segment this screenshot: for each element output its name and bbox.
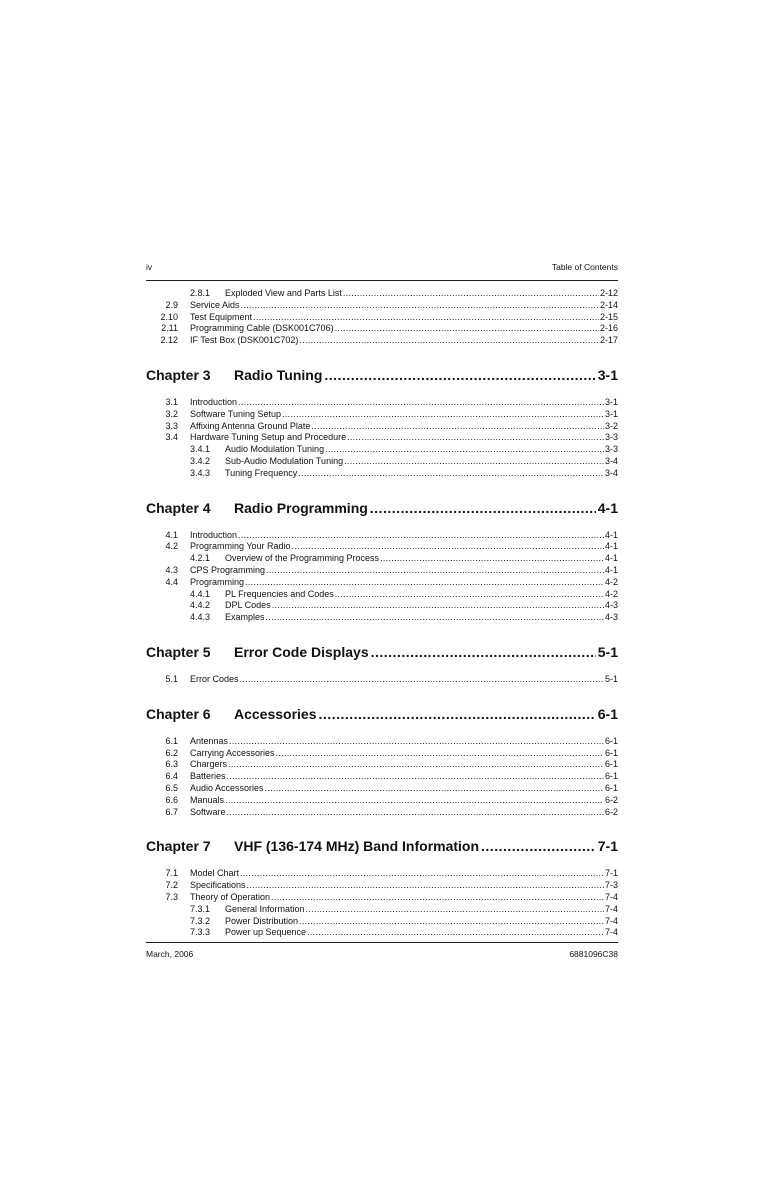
- toc-entry-page: 6-1: [604, 759, 618, 770]
- toc-entry-page: 4-1: [604, 541, 618, 552]
- toc-entry-title: Theory of Operation: [190, 891, 271, 902]
- dot-leader: [299, 916, 604, 928]
- toc-entry-number: 6.4: [165, 771, 178, 782]
- footer-rule: [146, 942, 618, 943]
- toc-entry-page: 3-1: [604, 408, 618, 419]
- toc-entry-page: 3-3: [604, 444, 618, 455]
- toc-entry-title: Specifications: [190, 880, 246, 891]
- dot-leader: [370, 500, 596, 516]
- toc-entry[interactable]: [146, 541, 618, 553]
- toc-entry-title: Service Aids: [190, 299, 240, 310]
- toc-entry[interactable]: [146, 868, 618, 880]
- dot-leader: [229, 736, 604, 748]
- dot-leader: [344, 456, 604, 468]
- toc-entry[interactable]: [146, 748, 618, 760]
- toc-entry-title: Programming Cable (DSK001C706): [190, 323, 334, 334]
- dot-leader: [380, 553, 604, 565]
- toc-entry-page: 7-4: [604, 915, 618, 926]
- dot-leader: [240, 674, 604, 686]
- page-header: [146, 262, 618, 272]
- toc-entry[interactable]: [146, 468, 618, 480]
- dot-leader: [271, 892, 604, 904]
- toc-entry[interactable]: [146, 892, 618, 904]
- toc-entry[interactable]: [146, 335, 618, 347]
- toc-entry-page: 6-1: [604, 735, 618, 746]
- toc-entry-number: 7.3.2: [190, 915, 211, 926]
- toc-entry-page: 6-2: [604, 806, 618, 817]
- toc-entry-number: 3.4.2: [190, 455, 211, 466]
- toc-entry-page: 3-4: [604, 455, 618, 466]
- toc-entry-number: 2.12: [160, 335, 178, 346]
- toc-entry[interactable]: [146, 589, 618, 601]
- dot-leader: [335, 589, 604, 601]
- toc-entry-page: 2-15: [599, 311, 618, 322]
- toc-entry-title: CPS Programming: [190, 564, 266, 575]
- toc-entry-number: 4.1: [165, 529, 178, 540]
- dot-leader: [272, 600, 604, 612]
- toc-entry[interactable]: [146, 432, 618, 444]
- dot-leader: [227, 771, 604, 783]
- toc-entry-page: 2-17: [599, 335, 618, 346]
- toc-entry[interactable]: [146, 553, 618, 565]
- dot-leader: [325, 444, 604, 456]
- toc-entry[interactable]: [146, 880, 618, 892]
- toc-entry-page: 2-16: [599, 323, 618, 334]
- header-rule: [146, 280, 618, 281]
- toc-entry-page: 4-2: [604, 576, 618, 587]
- dot-leader: [306, 904, 604, 916]
- toc-entry[interactable]: [146, 577, 618, 589]
- toc-entry-title: Chargers: [190, 759, 228, 770]
- toc-entry-page: 6-1: [604, 771, 618, 782]
- footer-doc-number: 6881096C38: [569, 949, 618, 959]
- toc-entry-title: Exploded View and Parts List: [225, 288, 342, 298]
- toc-entry[interactable]: [146, 612, 618, 624]
- footer-date: March, 2006: [146, 949, 194, 959]
- toc-entry-title: Affixing Antenna Ground Plate: [190, 420, 311, 431]
- toc-entry[interactable]: [146, 904, 618, 916]
- dot-leader: [253, 312, 599, 324]
- dot-leader: [311, 421, 604, 433]
- dot-leader: [240, 868, 604, 880]
- dot-leader: [245, 577, 604, 589]
- toc-entry[interactable]: [146, 771, 618, 783]
- toc-entry-page: 4-3: [604, 600, 618, 611]
- chapter-label: Chapter 7: [146, 838, 211, 855]
- toc-entry-page: 6-2: [604, 794, 618, 805]
- toc-entry-title: Tuning Frequency: [225, 467, 298, 478]
- dot-leader: [343, 288, 599, 300]
- toc-entry-title: Batteries: [190, 771, 226, 782]
- toc-entry-number: 2.11: [161, 323, 178, 334]
- table-of-contents: [146, 288, 618, 939]
- toc-entry-title: Model Chart: [190, 868, 240, 879]
- chapter-label: Chapter 6: [146, 705, 211, 722]
- chapter-page: 3-1: [597, 366, 618, 383]
- chapter-heading[interactable]: [146, 838, 618, 856]
- dot-leader: [292, 541, 604, 553]
- chapter-title: Accessories: [234, 705, 317, 722]
- toc-entry-page: 3-2: [604, 420, 618, 431]
- toc-entry-page: 6-1: [604, 747, 618, 758]
- toc-entry-number: 6.7: [165, 806, 178, 817]
- toc-entry-page: 6-1: [604, 782, 618, 793]
- toc-entry-number: 7.3.3: [190, 927, 211, 938]
- toc-entry-title: Software Tuning Setup: [190, 408, 282, 419]
- toc-entry-page: 7-4: [604, 891, 618, 902]
- toc-entry-number: 7.3.1: [190, 903, 211, 914]
- toc-entry-title: IF Test Box (DSK001C702): [190, 335, 299, 346]
- dot-leader: [225, 795, 604, 807]
- dot-leader: [276, 748, 604, 760]
- chapter-title: Error Code Displays: [234, 643, 369, 660]
- toc-entry-page: 5-1: [604, 673, 618, 684]
- toc-entry-page: 4-1: [604, 529, 618, 540]
- toc-page: [146, 262, 618, 939]
- toc-entry-title: Power Distribution: [225, 915, 299, 926]
- toc-entry-title: Audio Accessories: [190, 782, 264, 793]
- toc-entry-number: 7.3: [165, 891, 178, 902]
- toc-entry-page: 7-4: [604, 927, 618, 938]
- toc-entry-number: 4.4.3: [190, 612, 211, 623]
- toc-entry-number: 4.4.1: [190, 588, 211, 599]
- toc-entry[interactable]: [146, 421, 618, 433]
- toc-entry-title: Audio Modulation Tuning: [225, 444, 325, 455]
- dot-leader: [266, 612, 604, 624]
- toc-entry-page: 7-1: [604, 868, 618, 879]
- toc-entry-number: 6.3: [165, 759, 178, 770]
- toc-entry-title: DPL Codes: [225, 600, 271, 611]
- toc-entry-number: 4.3: [165, 564, 178, 575]
- toc-entry-number: 3.4: [165, 432, 178, 443]
- toc-entry-title: Manuals: [190, 794, 225, 805]
- toc-entry[interactable]: [146, 759, 618, 771]
- chapter-heading[interactable]: [146, 644, 618, 662]
- chapter-page: 7-1: [597, 838, 618, 855]
- toc-entry-page: 3-1: [604, 396, 618, 407]
- chapter-label: Chapter 5: [146, 643, 211, 660]
- toc-entry[interactable]: [146, 927, 618, 939]
- page-footer: [146, 942, 618, 959]
- chapter-label: Chapter 4: [146, 499, 211, 516]
- dot-leader: [247, 880, 604, 892]
- dot-leader: [227, 807, 604, 819]
- toc-entry-title: Overview of the Programming Process: [225, 553, 380, 564]
- toc-entry[interactable]: [146, 397, 618, 409]
- toc-entry[interactable]: [146, 674, 618, 686]
- toc-entry-title: Carrying Accessories: [190, 747, 275, 758]
- dot-leader: [282, 409, 604, 421]
- toc-entry-number: 4.2.1: [190, 553, 211, 564]
- toc-entry-number: 7.1: [165, 868, 178, 879]
- toc-entry[interactable]: [146, 312, 618, 324]
- dot-leader: [238, 530, 604, 542]
- dot-leader: [347, 432, 604, 444]
- toc-entry[interactable]: [146, 323, 618, 335]
- toc-entry-number: 4.4: [165, 576, 178, 587]
- header-section-title: Table of Contents: [551, 262, 618, 272]
- dot-leader: [371, 644, 596, 660]
- chapter-page: 6-1: [597, 705, 618, 722]
- toc-entry-title: Sub-Audio Modulation Tuning: [225, 455, 344, 466]
- page-number-roman: iv: [146, 262, 153, 272]
- toc-entry-number: 6.5: [165, 782, 178, 793]
- toc-entry-number: 3.4.1: [190, 444, 211, 455]
- toc-entry[interactable]: [146, 795, 618, 807]
- toc-entry-page: 4-2: [604, 588, 618, 599]
- toc-entry[interactable]: [146, 565, 618, 577]
- chapter-label: Chapter 3: [146, 366, 211, 383]
- toc-entry[interactable]: [146, 409, 618, 421]
- toc-entry-title: Introduction: [190, 529, 238, 540]
- toc-entry-number: 3.2: [165, 408, 178, 419]
- toc-entry-number: 7.2: [165, 880, 178, 891]
- toc-entry-title: Examples: [225, 612, 265, 623]
- toc-entry-title: Antennas: [190, 735, 229, 746]
- chapter-heading[interactable]: [146, 706, 618, 724]
- toc-entry-title: Error Codes: [190, 673, 239, 684]
- toc-entry-title: Programming Your Radio: [190, 541, 291, 552]
- chapter-heading[interactable]: [146, 500, 618, 518]
- dot-leader: [299, 335, 599, 347]
- toc-entry-number: 6.6: [165, 794, 178, 805]
- toc-entry[interactable]: [146, 783, 618, 795]
- toc-entry[interactable]: [146, 456, 618, 468]
- toc-entry-number: 6.2: [165, 747, 178, 758]
- toc-entry-title: Hardware Tuning Setup and Procedure: [190, 432, 347, 443]
- toc-entry-number: 2.8.1: [190, 288, 211, 298]
- toc-entry-number: 4.2: [165, 541, 178, 552]
- dot-leader: [241, 300, 599, 312]
- toc-entry-number: 4.4.2: [190, 600, 211, 611]
- toc-entry-number: 2.9: [165, 299, 178, 310]
- toc-entry-title: PL Frequencies and Codes: [225, 588, 334, 599]
- toc-entry-page: 3-4: [604, 467, 618, 478]
- toc-entry-page: 2-14: [599, 299, 618, 310]
- chapter-title: VHF (136-174 MHz) Band Information: [234, 838, 480, 855]
- dot-leader: [319, 706, 596, 722]
- chapter-title: Radio Tuning: [234, 366, 323, 383]
- dot-leader: [335, 323, 599, 335]
- toc-entry-page: 7-4: [604, 903, 618, 914]
- chapter-heading[interactable]: [146, 367, 618, 385]
- dot-leader: [238, 397, 604, 409]
- toc-entry-page: 4-3: [604, 612, 618, 623]
- toc-entry-title: Power up Sequence: [225, 927, 307, 938]
- toc-entry-number: 3.1: [165, 396, 178, 407]
- toc-entry-number: 3.3: [165, 420, 178, 431]
- toc-entry-title: Programming: [190, 576, 245, 587]
- toc-entry[interactable]: [146, 530, 618, 542]
- dot-leader: [298, 468, 604, 480]
- dot-leader: [228, 759, 604, 771]
- toc-entry[interactable]: [146, 807, 618, 819]
- dot-leader: [481, 838, 596, 854]
- toc-entry-number: 5.1: [165, 673, 178, 684]
- toc-entry[interactable]: [146, 444, 618, 456]
- toc-entry-number: 2.10: [160, 311, 178, 322]
- toc-entry-number: 6.1: [165, 735, 178, 746]
- toc-entry-title: Software: [190, 806, 226, 817]
- toc-entry-title: General Information: [225, 903, 305, 914]
- dot-leader: [265, 783, 604, 795]
- chapter-title: Radio Programming: [234, 499, 368, 516]
- dot-leader: [307, 927, 604, 939]
- chapter-page: 4-1: [597, 499, 618, 516]
- toc-entry-page: 4-1: [604, 553, 618, 564]
- toc-entry-page: 7-3: [604, 880, 618, 891]
- toc-entry-title: Test Equipment: [190, 311, 253, 322]
- dot-leader: [266, 565, 604, 577]
- toc-entry-page: 2-12: [599, 288, 618, 298]
- toc-entry[interactable]: [146, 600, 618, 612]
- chapter-page: 5-1: [597, 643, 618, 660]
- dot-leader: [324, 367, 595, 383]
- toc-entry-page: 3-3: [604, 432, 618, 443]
- toc-entry-number: 3.4.3: [190, 467, 211, 478]
- toc-entry[interactable]: [146, 916, 618, 928]
- toc-entry[interactable]: [146, 736, 618, 748]
- toc-entry-title: Introduction: [190, 396, 238, 407]
- toc-entry-page: 4-1: [604, 564, 618, 575]
- toc-entry[interactable]: [146, 300, 618, 312]
- toc-entry[interactable]: [146, 288, 618, 300]
